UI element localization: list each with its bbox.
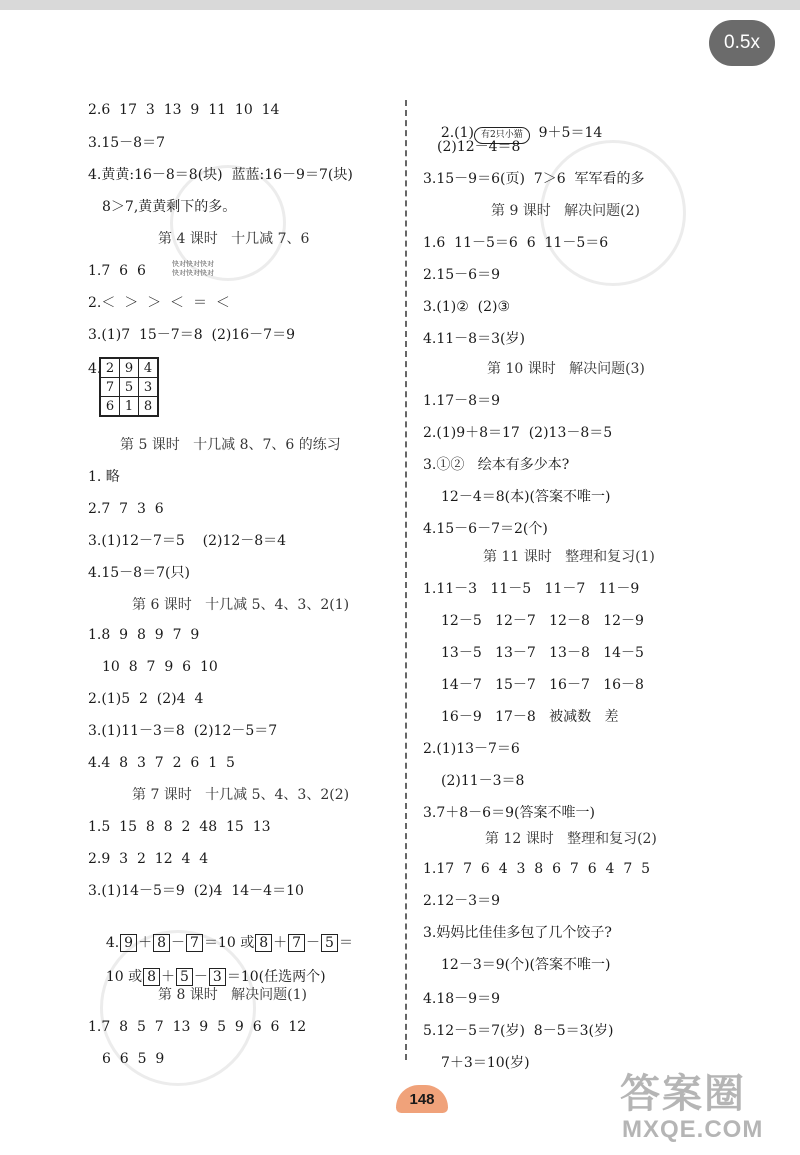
grid-cell: 1 bbox=[120, 397, 139, 417]
answer-line: 3.(1)7 15－7＝8 (2)16－7＝9 bbox=[88, 327, 295, 343]
answer-line: 10 8 7 9 6 10 bbox=[102, 659, 218, 675]
grid-cell: 7 bbox=[100, 378, 120, 397]
operator: ＋ bbox=[273, 935, 288, 951]
answer-line: 12－5 12－7 12－8 12－9 bbox=[441, 613, 644, 629]
answer-line: 16－9 17－8 被减数 差 bbox=[441, 709, 619, 725]
answer-line: 12－4＝8(本)(答案不唯一) bbox=[441, 489, 611, 505]
operator: － bbox=[306, 935, 321, 951]
lesson-heading: 第 8 课时 解决问题(1) bbox=[158, 987, 307, 1003]
equation-text: ＝ bbox=[338, 935, 353, 951]
item-number: 2.(1) bbox=[440, 125, 475, 141]
answer-line: 1.7 6 6 bbox=[88, 263, 146, 279]
answer-line: 13－5 13－7 13－8 14－5 bbox=[441, 645, 644, 661]
answer-line: 3.(1)14－5＝9 (2)4 14－4＝10 bbox=[88, 883, 304, 899]
grid-cell: 6 bbox=[100, 397, 120, 417]
answer-line: 1.17 7 6 4 3 8 6 7 6 4 7 5 bbox=[423, 861, 651, 877]
answer-box: 9 bbox=[120, 934, 137, 952]
answer-box: 7 bbox=[288, 934, 305, 952]
operator: － bbox=[193, 969, 208, 985]
answer-line: 3.(1)12－7＝5 (2)12－8＝4 bbox=[88, 533, 287, 549]
answer-line: 1.6 11－5＝6 6 11－5＝6 bbox=[423, 235, 609, 251]
answer-line: 2.7 7 3 6 bbox=[88, 501, 164, 517]
answer-line: 2.12－3＝9 bbox=[423, 893, 500, 909]
answer-box: 5 bbox=[176, 968, 193, 986]
operator: － bbox=[171, 935, 186, 951]
magic-square-grid bbox=[99, 357, 159, 417]
grid-cell: 2 bbox=[100, 358, 120, 378]
answer-line: 1.11－3 11－5 11－7 11－9 bbox=[423, 581, 640, 597]
answer-line: 3.15－8＝7 bbox=[88, 135, 165, 151]
equation-text: ＝10(任选两个) bbox=[226, 969, 326, 985]
answer-line: 3.妈妈比佳佳多包了几个饺子? bbox=[423, 925, 612, 941]
answer-line: 3.15－9＝6(页) 7＞6 军军看的多 bbox=[423, 171, 645, 187]
answer-line: 2.6 17 3 13 9 11 10 14 bbox=[88, 102, 280, 118]
operator: ＋ bbox=[138, 935, 153, 951]
watermark-site-text: MXQE.COM bbox=[622, 1116, 764, 1143]
lesson-heading: 第 5 课时 十几减 8、7、6 的练习 bbox=[120, 437, 341, 453]
answer-box: 8 bbox=[143, 968, 160, 986]
answer-line: 4.15－8＝7(只) bbox=[88, 565, 190, 581]
answer-box: 8 bbox=[153, 934, 170, 952]
top-edge-bar bbox=[0, 0, 800, 10]
answer-line: 1.17－8＝9 bbox=[423, 393, 500, 409]
answer-line: 2.(1)9＋8＝17 (2)13－8＝5 bbox=[423, 425, 613, 441]
answer-line: 7＋3＝10(岁) bbox=[441, 1055, 530, 1071]
answer-line: (2)11－3＝8 bbox=[441, 773, 525, 789]
grid-cell: 9 bbox=[120, 358, 139, 378]
lesson-heading: 第 4 课时 十几减 7、6 bbox=[158, 231, 310, 247]
answer-line: 8＞7,黄黄剩下的多。 bbox=[102, 199, 237, 215]
answer-line: 12－3＝9(个)(答案不唯一) bbox=[441, 957, 611, 973]
lesson-heading: 第 10 课时 解决问题(3) bbox=[487, 361, 645, 377]
answer-line: 3.①② 绘本有多少本? bbox=[423, 457, 570, 473]
lesson-heading: 第 7 课时 十几减 5、4、3、2(2) bbox=[132, 787, 350, 803]
watermark-logo bbox=[620, 1062, 790, 1150]
answer-line: 5.12－5＝7(岁) 8－5＝3(岁) bbox=[423, 1023, 614, 1039]
answer-line: 1. 略 bbox=[88, 469, 120, 485]
page-number: 148 bbox=[396, 1085, 448, 1113]
answer-line: 2.＜ ＞ ＞ ＜ ＝ ＜ bbox=[88, 295, 230, 311]
zoom-level-badge[interactable]: 0.5x bbox=[709, 20, 775, 66]
answer-line: (2)12－4＝8 bbox=[437, 139, 521, 155]
answer-box: 8 bbox=[255, 934, 272, 952]
grid-cell: 3 bbox=[139, 378, 159, 397]
answer-line: 2.15－6＝9 bbox=[423, 267, 500, 283]
answer-line: 2.(1)5 2 (2)4 4 bbox=[88, 691, 204, 707]
answer-line: 3.7＋8－6＝9(答案不唯一) bbox=[423, 805, 595, 821]
answer-line: 6 6 5 9 bbox=[102, 1051, 165, 1067]
grid-cell: 4 bbox=[139, 358, 159, 378]
operator: ＋ bbox=[161, 969, 175, 985]
answer-oval: 有2只小猫 bbox=[474, 127, 530, 144]
answer-line: 3.(1)11－3＝8 (2)12－5＝7 bbox=[88, 723, 278, 739]
answer-line: 2.(1)13－7＝6 bbox=[423, 741, 520, 757]
item-number: 4. bbox=[105, 935, 120, 951]
answer-line: 1.7 8 5 7 13 9 5 9 6 6 12 bbox=[88, 1019, 307, 1035]
answer-line: 1.5 15 8 8 2 48 15 13 bbox=[88, 819, 271, 835]
grid-cell: 8 bbox=[139, 397, 159, 417]
equation-text: ＝10 或 bbox=[203, 935, 255, 951]
watermark-logo-text: 答案圈 bbox=[620, 1072, 746, 1116]
lesson-heading: 第 6 课时 十几减 5、4、3、2(1) bbox=[132, 597, 350, 613]
answer-line: 4.黄黄:16－8＝8(块) 蓝蓝:16－9＝7(块) bbox=[88, 167, 353, 183]
lesson-heading: 第 9 课时 解决问题(2) bbox=[491, 203, 640, 219]
equation-text: 10 或 bbox=[105, 969, 143, 985]
answer-box: 5 bbox=[321, 934, 338, 952]
answer-line: 4.18－9＝9 bbox=[423, 991, 500, 1007]
answer-line: 1.8 9 8 9 7 9 bbox=[88, 627, 200, 643]
answer-line: 2.9 3 2 12 4 4 bbox=[88, 851, 209, 867]
answer-box: 3 bbox=[209, 968, 226, 986]
answer-line: 4.4 8 3 7 2 6 1 5 bbox=[88, 755, 235, 771]
lesson-heading: 第 11 课时 整理和复习(1) bbox=[483, 549, 655, 565]
lesson-heading: 第 12 课时 整理和复习(2) bbox=[485, 831, 657, 847]
answer-line: 4.11－8＝3(岁) bbox=[423, 331, 525, 347]
grid-cell: 5 bbox=[120, 378, 139, 397]
answer-line: 14－7 15－7 16－7 16－8 bbox=[441, 677, 644, 693]
answer-line: 4.15－6－7＝2(个) bbox=[423, 521, 548, 537]
answer-line: 4. bbox=[88, 361, 102, 377]
answer-line: 3.(1)② (2)③ bbox=[423, 299, 511, 315]
handwritten-note: 快对快对快对 快对快对快对 bbox=[172, 260, 214, 277]
column-divider bbox=[405, 100, 407, 1060]
equation-text: 9＋5＝14 bbox=[529, 125, 603, 141]
answer-box: 7 bbox=[186, 934, 203, 952]
